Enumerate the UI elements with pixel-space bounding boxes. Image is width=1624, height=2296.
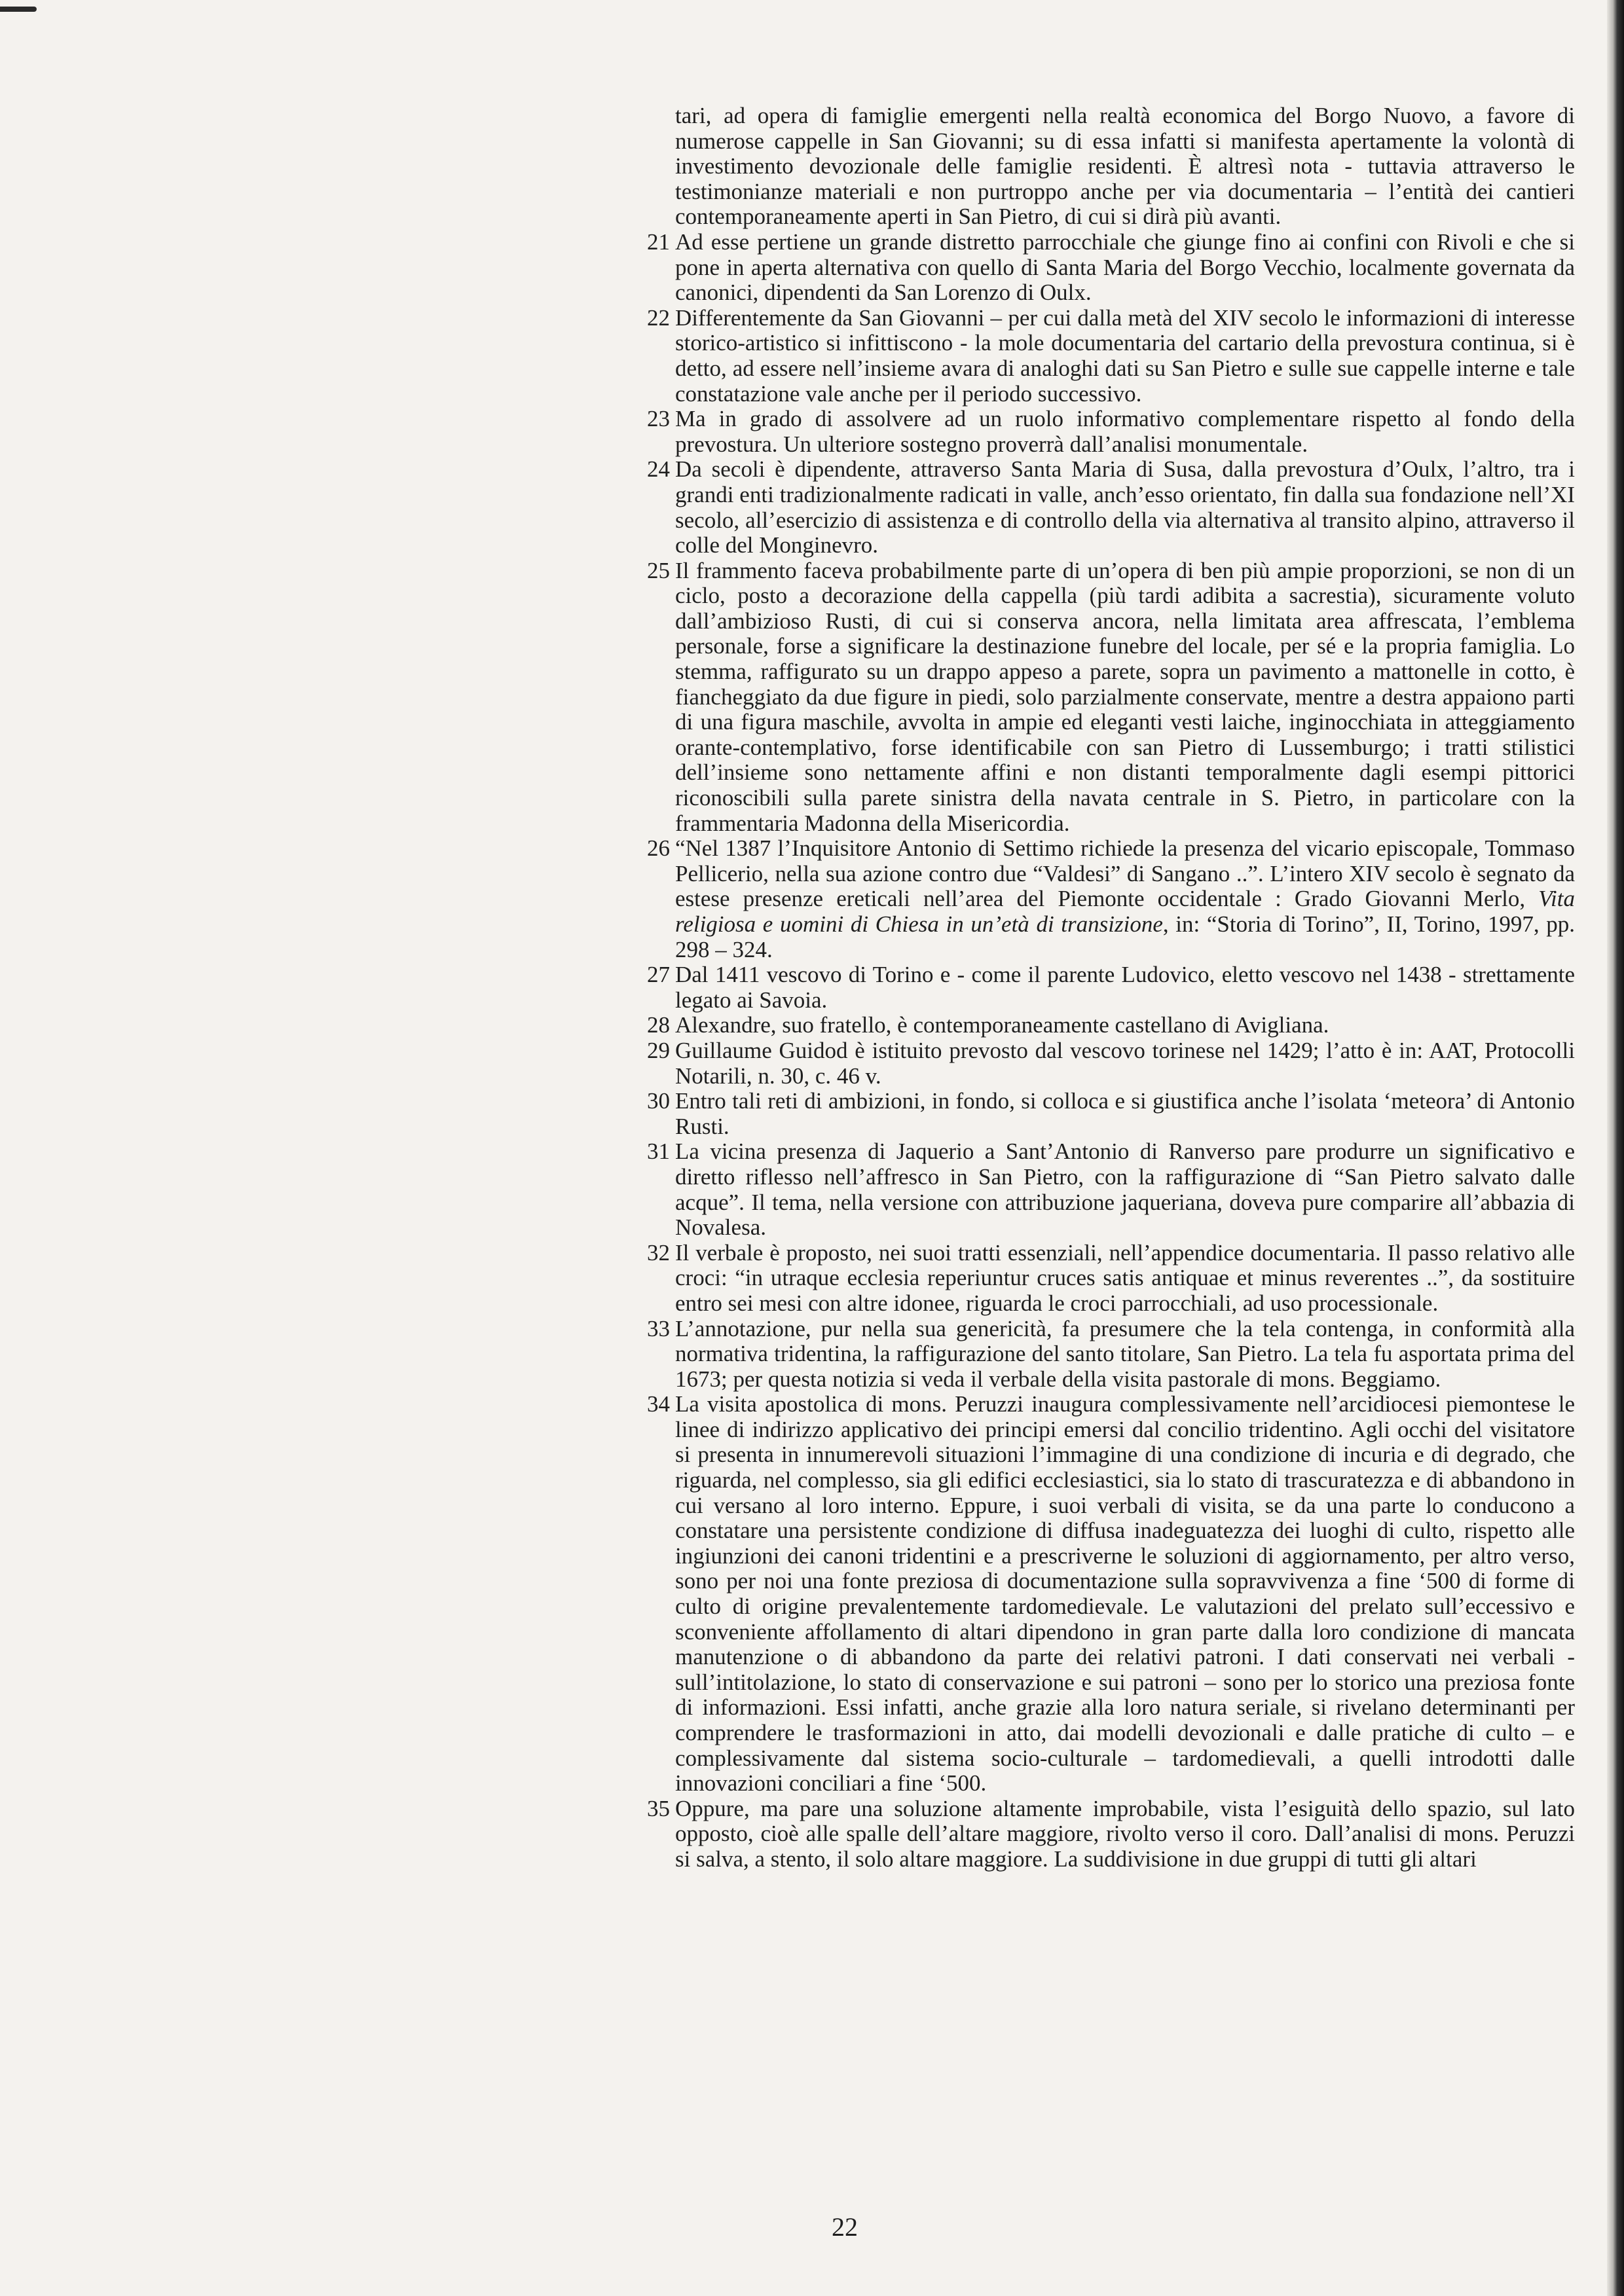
footnote-number: 30 <box>647 1088 670 1114</box>
footnote-number: 21 <box>647 228 670 255</box>
footnote-31 <box>632 1139 1575 1240</box>
footnote-22 <box>632 306 1575 407</box>
page-number: 22 <box>832 2212 858 2242</box>
scan-corner-mark <box>0 7 37 12</box>
footnote-text: L’annotazione, pur nella sua genericità, fa presumere che la tela contenga, in conformità alla normativa tridentina, la raffigurazione del santo titolare, San Pietro. La tela fu asportata prima del 1673; per questa notizia si veda il verbale della visita pastorale di mons. Beggiamo. <box>675 1315 1575 1392</box>
footnote-number: 34 <box>647 1391 670 1417</box>
footnote-text: Ad esse pertiene un grande distretto parrocchiale che giunge fino ai confini con Rivoli e che si pone in aperta alternativa con quello di Santa Maria del Borgo Vecchio, localmente governata da canonici, dipendenti da San Lorenzo di Oulx. <box>675 228 1575 306</box>
footnote-text: “Nel 1387 l’Inquisitore Antonio di Settimo richiede la presenza del vicario episcopale, Tommaso Pellicerio, nella sua azione contro due “Valdesi” di Sangano ..”. L’intero XIV secolo è segnato da estese presenze ereticali nell’area del Piemonte occidentale : Grado Giovanni Merlo, <box>675 835 1575 912</box>
footnote-26 <box>632 836 1575 962</box>
footnote-35 <box>632 1796 1575 1872</box>
notes-list <box>632 230 1575 1872</box>
footnote-33 <box>632 1317 1575 1393</box>
footnote-number: 28 <box>647 1012 670 1038</box>
footnote-number: 31 <box>647 1139 670 1165</box>
footnote-text: Entro tali reti di ambizioni, in fondo, si colloca e si giustifica anche l’isolata ‘meteora’ di Antonio Rusti. <box>675 1088 1575 1139</box>
footnote-28 <box>632 1013 1575 1038</box>
footnote-italic-title: Vita religiosa e uomini di Chiesa in un’età di transizione <box>675 886 1575 937</box>
footnote-number: 35 <box>647 1795 670 1821</box>
footnote-text: Differentemente da San Giovanni – per cui dalla metà del XIV secolo le informazioni di interesse storico-artistico si infittiscono - la mole documentaria del cartario della prevostura continua, si è detto, ad essere nell’insieme avara di analoghi dati su San Pietro e sulle sue cappelle interne e tale constatazione vale anche per il periodo successivo. <box>675 304 1575 407</box>
footnote-text: Guillaume Guidod è istituito prevosto dal vescovo torinese nel 1429; l’atto è in: AAT, Protocolli Notarili, n. 30, c. 46 v. <box>675 1037 1575 1089</box>
footnote-text: Ma in grado di assolvere ad un ruolo informativo complementare rispetto al fondo della prevostura. Un ulteriore sostegno proverrà dall’analisi monumentale. <box>675 406 1575 457</box>
footnote-text: Il frammento faceva probabilmente parte di un’opera di ben più ampie proporzioni, se non di un ciclo, posto a decorazione della cappella (più tardi adibita a sacrestia), sicuramente voluto dall’ambizioso Rusti, di cui si conserva ancora, nella limitata area affrescata, l’emblema personale, forse a significare la destinazione funebre del locale, per sé e la propria famiglia. Lo stemma, raffigurato su un drappo appeso a parete, sopra un pavimento a mattonelle in cotto, è fiancheggiato da due figure in piedi, solo parzialmente conservate, mentre a destra appaiono parti di una figura maschile, avvolta in ampie ed eleganti vesti laiche, inginocchiata in atteggiamento orante-contemplativo, forse identificabile con san Pietro di Lussemburgo; i tratti stilistici dell’insieme sono nettamente affini e non distanti temporalmente dagli esempi pittorici riconoscibili sulla parete sinistra della navata centrale in S. Pietro, in particolare con la frammentaria Madonna della Misericordia. <box>675 557 1575 836</box>
footnote-text-after: , in: “Storia di Torino”, II, Torino, 1997, pp. 298 – 324. <box>675 911 1575 962</box>
continuation-paragraph: tari, ad opera di famiglie emergenti nella realtà economica del Borgo Nuovo, a favore di numerose cappelle in San Giovanni; su di essa infatti si manifesta apertamente la volontà di investimento devozionale delle famiglie residenti. È altresì nota - tuttavia attraverso le testimonianze materiali e non purtroppo anche per via documentaria – l’entità dei cantieri contemporaneamente aperti in San Pietro, di cui si dirà più avanti. <box>675 103 1575 230</box>
footnote-text: Da secoli è dipendente, attraverso Santa Maria di Susa, dalla prevostura d’Oulx, l’altro, tra i grandi enti tradizionalmente radicati in valle, anch’esso orientato, fin dalla sua fondazione nell’XI secolo, all’esercizio di assistenza e di controllo della via alternativa al transito alpino, attraverso il colle del Monginevro. <box>675 456 1575 558</box>
page-edge-shadow <box>1607 0 1624 2296</box>
footnote-number: 32 <box>647 1239 670 1266</box>
footnote-34 <box>632 1392 1575 1796</box>
footnote-number: 27 <box>647 962 670 988</box>
footnote-number: 26 <box>647 835 670 862</box>
footnote-text: La vicina presenza di Jaquerio a Sant’Antonio di Ranverso pare produrre un significativo e diretto riflesso nell’affresco in San Pietro, con la raffigurazione di “San Pietro salvato dalle acque”. Il tema, nella versione con attribuzione jaqueriana, doveva pure comparire all’abbazia di Novalesa. <box>675 1139 1575 1241</box>
footnote-number: 23 <box>647 406 670 432</box>
footnote-number: 29 <box>647 1037 670 1063</box>
footnote-number: 22 <box>647 304 670 331</box>
footnote-29 <box>632 1038 1575 1089</box>
footnote-number: 33 <box>647 1315 670 1341</box>
footnote-32 <box>632 1241 1575 1317</box>
footnote-text: Il verbale è proposto, nei suoi tratti essenziali, nell’appendice documentaria. Il passo relativo alle croci: “in utraque ecclesia reperiuntur cruces satis antiquae et minus reverentes ..”, da sostituire entro sei mesi con altre idonee, riguarda le croci parrocchiali, ad uso processionale. <box>675 1239 1575 1316</box>
footnote-number: 25 <box>647 557 670 583</box>
footnote-25 <box>632 558 1575 837</box>
footnote-number: 24 <box>647 456 670 483</box>
footnote-24 <box>632 457 1575 558</box>
footnotes-text <box>632 103 1575 1872</box>
footnote-text: Alexandre, suo fratello, è contemporaneamente castellano di Avigliana. <box>675 1012 1329 1038</box>
footnote-30 <box>632 1089 1575 1139</box>
footnote-text: La visita apostolica di mons. Peruzzi inaugura complessivamente nell’arcidiocesi piemontese le linee di indirizzo applicativo dei principi emersi dal concilio tridentino. Agli occhi del visitatore si presenta in innumerevoli situazioni l’immagine di una condizione di incuria e di degrado, che riguarda, nel complesso, sia gli edifici ecclesiastici, sia lo stato di trascuratezza e di abbandono in cui versano al loro interno. Eppure, i suoi verbali di visita, se da una parte lo conducono a constatare una persistente condizione di diffusa inadeguatezza dei luoghi di culto, rispetto alle ingiunzioni dei canoni tridentini e a prescriverne le soluzioni di aggiornamento, per altro verso, sono per noi una fonte preziosa di documentazione sulla sopravvivenza a fine ‘500 di forme di culto di origine prevalentemente tardomedievale. Le valutazioni del prelato sull’eccessivo e sconveniente affollamento di altari dipendono in gran parte dalla loro condizione di mancata manutenzione o di abbandono da parte dei relativi patroni. I dati conservati nei verbali - sull’intitolazione, lo stato di conservazione e sui patroni – sono per lo storico una preziosa fonte di informazioni. Essi infatti, anche grazie alla loro natura seriale, si rivelano determinanti per comprendere le trasformazioni in atto, dai modelli devozionali e dalle pratiche di culto – e complessivamente dal sistema socio-culturale – tardomedievali, a quelli introdotti dalle innovazioni conciliari a fine ‘500. <box>675 1391 1575 1796</box>
footnote-27 <box>632 962 1575 1013</box>
footnote-21 <box>632 230 1575 306</box>
footnote-text: Dal 1411 vescovo di Torino e - come il parente Ludovico, eletto vescovo nel 1438 - strettamente legato ai Savoia. <box>675 962 1575 1013</box>
footnote-text: Oppure, ma pare una soluzione altamente improbabile, vista l’esiguità dello spazio, sul lato opposto, cioè alle spalle dell’altare maggiore, rivolto verso il coro. Dall’analisi di mons. Peruzzi si salva, a stento, il solo altare maggiore. La suddivisione in due gruppi di tutti gli altari <box>675 1795 1575 1872</box>
footnote-23 <box>632 407 1575 457</box>
